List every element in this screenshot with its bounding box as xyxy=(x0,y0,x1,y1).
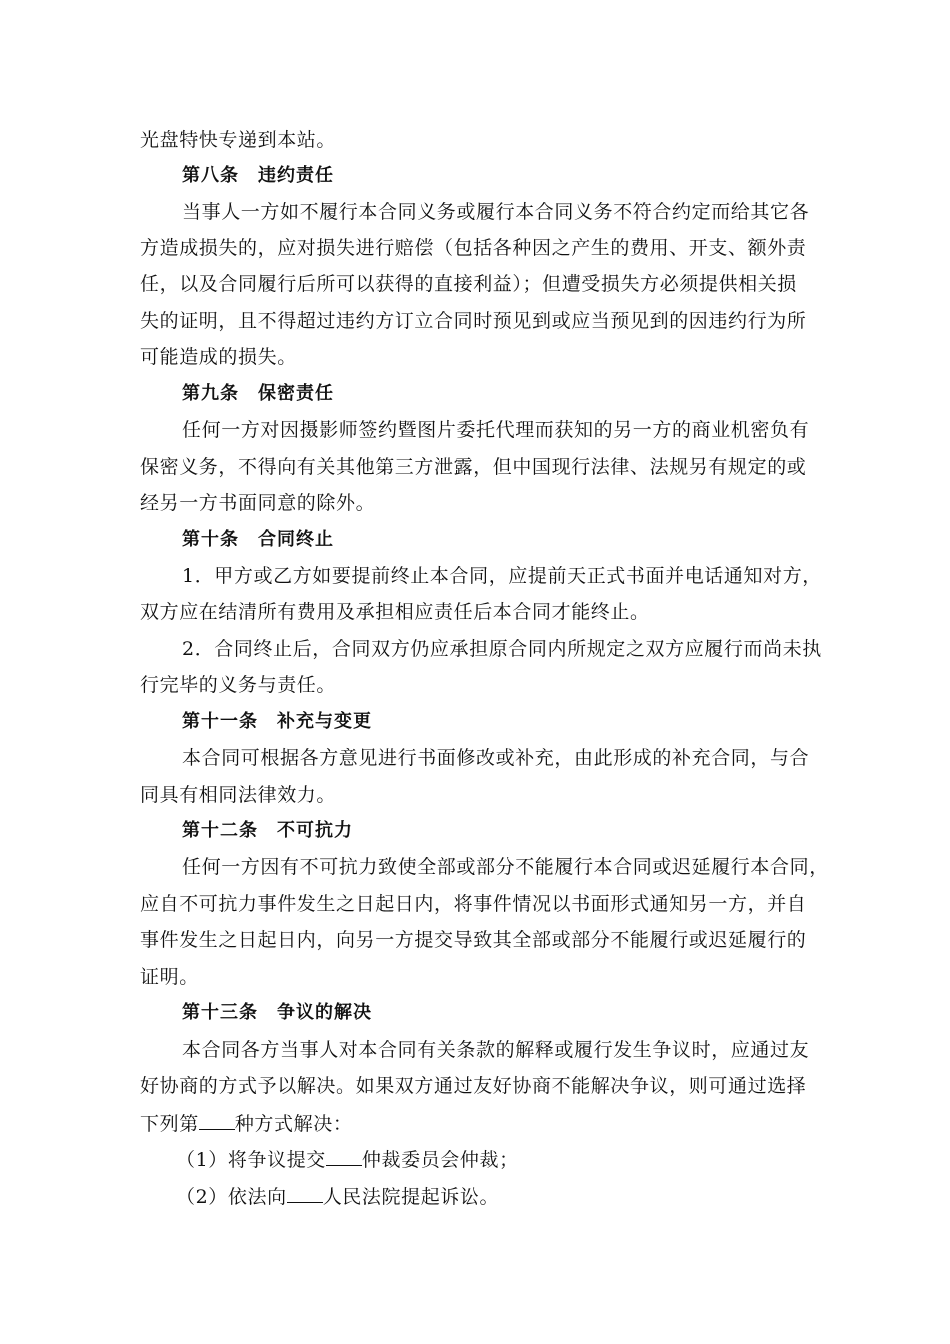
paragraph-line: 任，以及合同履行后所可以获得的直接利益）；但遭受损失方必须提供相关损 xyxy=(140,273,797,295)
paragraph-line: 任何一方因有不可抗力致使全部或部分不能履行本合同或迟延履行本合同， xyxy=(182,856,829,878)
paragraph-line xyxy=(140,1111,820,1136)
paragraph-line: 应自不可抗力事件发生之日起日内，将事件情况以书面形式通知另一方，并自 xyxy=(140,893,807,915)
paragraph-line: 经另一方书面同意的除外。 xyxy=(140,492,376,514)
fill-in-blank[interactable] xyxy=(326,1147,362,1166)
paragraph-line: 方造成损失的，应对损失进行赔偿（包括各种因之产生的费用、开支、额外责 xyxy=(140,237,807,259)
article-8-heading: 第八条 违约责任 xyxy=(182,165,334,186)
line-text: 下列第 xyxy=(140,1113,199,1135)
line-text: （2）依法向 xyxy=(176,1186,287,1208)
paragraph-line: 失的证明，且不得超过违约方订立合同时预见到或应当预见到的因违约行为所 xyxy=(140,310,807,332)
paragraph-line: 当事人一方如不履行本合同义务或履行本合同义务不符合约定而给其它各 xyxy=(182,201,810,223)
paragraph-line: 1．甲方或乙方如要提前终止本合同，应提前天正式书面并电话通知对方， xyxy=(182,565,822,587)
line-text: 仲裁委员会仲裁； xyxy=(361,1149,519,1171)
paragraph-line: 事件发生之日起日内，向另一方提交导致其全部或部分不能履行或迟延履行的 xyxy=(140,929,807,951)
paragraph-line: 保密义务，不得向有关其他第三方泄露，但中国现行法律、法规另有规定的或 xyxy=(140,456,807,478)
paragraph-line: 双方应在结清所有费用及承担相应责任后本合同才能终止。 xyxy=(140,601,650,623)
line-text: 人民法院提起诉讼。 xyxy=(322,1186,500,1208)
paragraph-line: 可能造成的损失。 xyxy=(140,346,297,368)
option-2-line xyxy=(176,1184,856,1209)
paragraph-line: 任何一方对因摄影师签约暨图片委托代理而获知的另一方的商业机密负有 xyxy=(182,419,810,441)
article-9-heading: 第九条 保密责任 xyxy=(182,383,334,404)
article-10-heading: 第十条 合同终止 xyxy=(182,529,334,550)
paragraph-line: 光盘特快专递到本站。 xyxy=(140,129,337,151)
paragraph-line: 2．合同终止后，合同双方仍应承担原合同内所规定之双方应履行而尚未执 xyxy=(182,638,822,660)
paragraph-line: 行完毕的义务与责任。 xyxy=(140,674,337,696)
paragraph-line: 本合同可根据各方意见进行书面修改或补充，由此形成的补充合同，与合 xyxy=(182,747,810,769)
paragraph-line: 本合同各方当事人对本合同有关条款的解释或履行发生争议时，应通过友 xyxy=(182,1039,810,1061)
paragraph-line: 证明。 xyxy=(140,966,199,988)
fill-in-blank[interactable] xyxy=(287,1184,323,1203)
article-13-heading: 第十三条 争议的解决 xyxy=(182,1002,372,1023)
article-12-heading: 第十二条 不可抗力 xyxy=(182,820,353,841)
article-11-heading: 第十一条 补充与变更 xyxy=(182,711,372,732)
fill-in-blank[interactable] xyxy=(199,1111,235,1130)
line-text: 种方式解决： xyxy=(234,1113,353,1135)
paragraph-line: 同具有相同法律效力。 xyxy=(140,784,337,806)
line-text: （1）将争议提交 xyxy=(176,1149,326,1171)
option-1-line xyxy=(176,1147,856,1172)
paragraph-line: 好协商的方式予以解决。如果双方通过友好协商不能解决争议，则可通过选择 xyxy=(140,1075,807,1097)
